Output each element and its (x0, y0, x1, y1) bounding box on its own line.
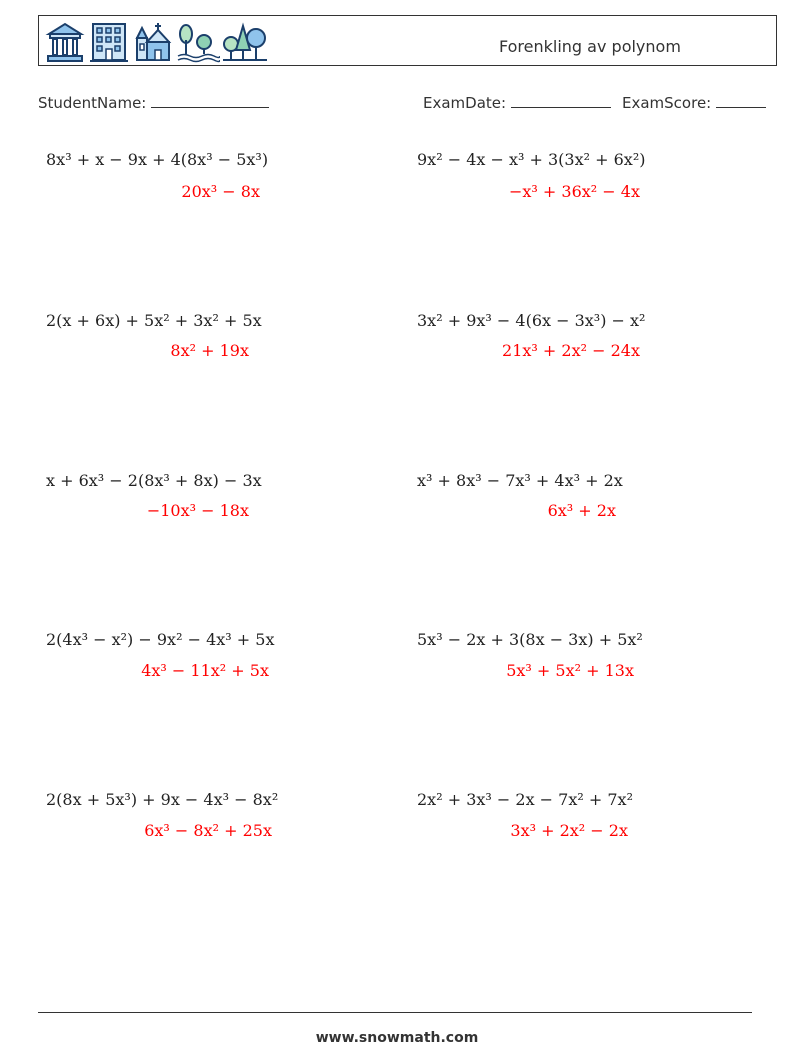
footer-divider (38, 1012, 752, 1013)
answer-1: 20x³ − 8x (181, 182, 260, 201)
church-icon (133, 20, 173, 64)
answer-7: 4x³ − 11x² + 5x (141, 661, 269, 680)
answer-6: 6x³ + 2x (547, 501, 616, 520)
problem-4: 3x² + 9x³ − 4(6x − 3x³) − x² (417, 311, 646, 330)
problem-9: 2(8x + 5x³) + 9x − 4x³ − 8x² (46, 790, 279, 809)
problem-8: 5x³ − 2x + 3(8x − 3x) + 5x² (417, 630, 643, 649)
exam-score-blank[interactable] (716, 93, 766, 108)
worksheet-header (38, 15, 777, 66)
answer-9: 6x³ − 8x² + 25x (144, 821, 272, 840)
problem-3: 2(x + 6x) + 5x² + 3x² + 5x (46, 311, 262, 330)
problem-5: x + 6x³ − 2(8x³ + 8x) − 3x (46, 471, 262, 490)
answer-5: −10x³ − 18x (146, 501, 249, 520)
exam-date-field (423, 93, 611, 112)
problem-10: 2x² + 3x³ − 2x − 7x² + 7x² (417, 790, 633, 809)
answer-2: −x³ + 36x² − 4x (509, 182, 640, 201)
problem-2: 9x² − 4x − x³ + 3(3x² + 6x²) (417, 150, 646, 169)
museum-icon (45, 20, 85, 64)
exam-score-field (622, 93, 766, 112)
answer-3: 8x² + 19x (170, 341, 249, 360)
answer-10: 3x³ + 2x² − 2x (510, 821, 628, 840)
student-name-blank[interactable] (151, 93, 269, 108)
park-icon (176, 20, 220, 64)
footer-url[interactable]: www.snowmath.com (315, 1030, 479, 1046)
problem-6: x³ + 8x³ − 7x³ + 4x³ + 2x (417, 471, 623, 490)
worksheet-title: Forenkling av polynom (499, 37, 681, 56)
student-name-field (38, 93, 269, 112)
building-icon (88, 20, 130, 64)
answer-8: 5x³ + 5x² + 13x (506, 661, 634, 680)
problem-7: 2(4x³ − x²) − 9x² − 4x³ + 5x (46, 630, 275, 649)
exam-score-label: ExamScore: (622, 94, 712, 112)
answer-4: 21x³ + 2x² − 24x (502, 341, 640, 360)
exam-date-label: ExamDate: (423, 94, 507, 112)
exam-date-blank[interactable] (511, 93, 611, 108)
header-icons (45, 18, 267, 64)
problem-1: 8x³ + x − 9x + 4(8x³ − 5x³) (46, 150, 269, 169)
student-name-label: StudentName: (38, 94, 147, 112)
trees-icon (221, 20, 267, 64)
